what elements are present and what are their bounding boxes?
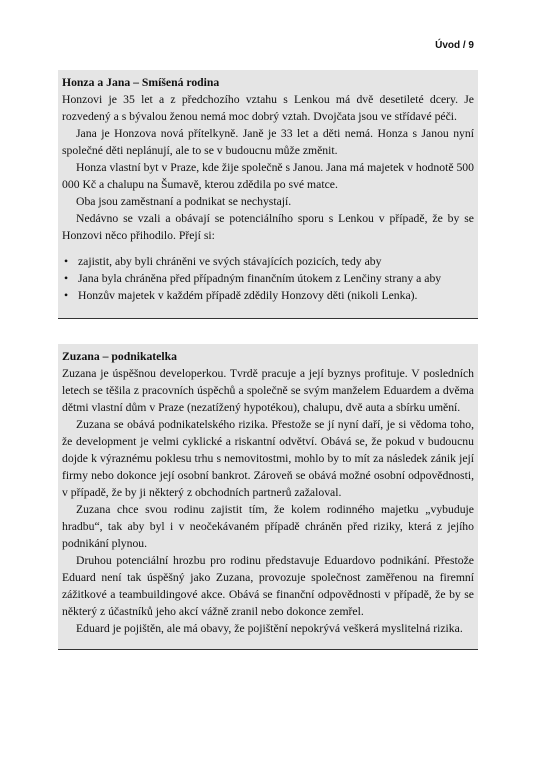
box-bottom-rule — [58, 318, 478, 319]
list-item — [62, 287, 474, 304]
bullet-icon: • — [64, 255, 69, 268]
case-paragraph: Oba jsou zaměstnaní a podnikat se nechystají. — [76, 195, 292, 208]
case-paragraph: Druhou potenciální hrozbu pro rodinu představuje Eduardovo podnikání. Přestože Eduard není tak úspěšný jako Zuzana, provozuje společnost zaměřenou na firemní zážitkové a teambuildingové akce. Obává se finanční odpovědnosti v případě, že by se některý z účastníků jeho akcí vážně zranil nebo dokonce zemřel. — [62, 554, 474, 618]
case-title: Zuzana – podnikatelka — [62, 350, 177, 363]
list-item-text: Honzův majetek v každém případě zdědily Honzovy děti (nikoli Lenka). — [78, 289, 418, 302]
case-paragraph: Zuzana je úspěšnou developerkou. Tvrdě pracuje a její byznys profituje. V posledních letech se těšila z pracovních úspěchů a společně se svým manželem Eduardem a dvěma dětmi vlastní dům v Praze (nezatížený hypotékou), chalupu, dvě auta a sbírku umění. — [62, 367, 474, 414]
list-item — [62, 253, 474, 270]
case-paragraph: Jana je Honzova nová přítelkyně. Janě je 33 let a děti nemá. Honza s Janou nyní společné děti neplánují, ale to se v budoucnu může změnit. — [62, 127, 474, 157]
case-paragraph: Zuzana se obává podnikatelského rizika. Přestože se jí nyní daří, je si vědoma toho, že development je velmi cyklické a riskantní odvětví. Obává se, že pokud v budoucnu dojde k výraznému poklesu trhu s nemovitostmi, mohlo by to mít za následek zánik její firmy nebo dokonce její osobní bankrot. Zároveň se obává možné osobní odpovědnosti, v případě, že by ji některý z obchodních partnerů zažaloval. — [62, 418, 474, 499]
bullet-icon: • — [64, 272, 69, 285]
list-item-text: Jana byla chráněna před případným finančním útokem z Lenčiny strany a aby — [78, 272, 442, 285]
case-box-honza-jana — [58, 70, 478, 318]
wish-list — [62, 253, 474, 304]
bullet-icon: • — [64, 289, 69, 302]
list-item-text: zajistit, aby byli chráněni ve svých stávajících pozicích, tedy aby — [78, 255, 382, 268]
running-header: Úvod / 9 — [435, 40, 474, 51]
case-box-zuzana — [58, 344, 478, 649]
list-item — [62, 270, 474, 287]
case-paragraph: Honza vlastní byt v Praze, kde žije společně s Janou. Jana má majetek v hodnotě 500 000 Kč a chalupu na Šumavě, kterou zdědila po své matce. — [62, 161, 474, 191]
box-bottom-rule — [58, 649, 478, 650]
case-paragraph: Nedávno se vzali a obávají se potenciálního sporu s Lenkou v případě, že by se Honzovi něco přihodilo. Přejí si: — [62, 212, 474, 242]
case-title: Honza a Jana – Smíšená rodina — [62, 76, 220, 89]
case-paragraph: Honzovi je 35 let a z předchozího vztahu s Lenkou má dvě desetileté dcery. Je rozvedený a s bývalou ženou nemá moc dobrý vztah. Dvojčata jsou ve střídavé péči. — [62, 93, 474, 123]
case-paragraph: Zuzana chce svou rodinu zajistit tím, že kolem rodinného majetku „vybuduje hradbu“, tak aby byl i v neočekávaném případě chráněn před riziky, která z jejího podnikání plynou. — [62, 503, 474, 550]
case-paragraph: Eduard je pojištěn, ale má obavy, že pojištění nepokrývá veškerá myslitelná rizika. — [76, 622, 463, 635]
